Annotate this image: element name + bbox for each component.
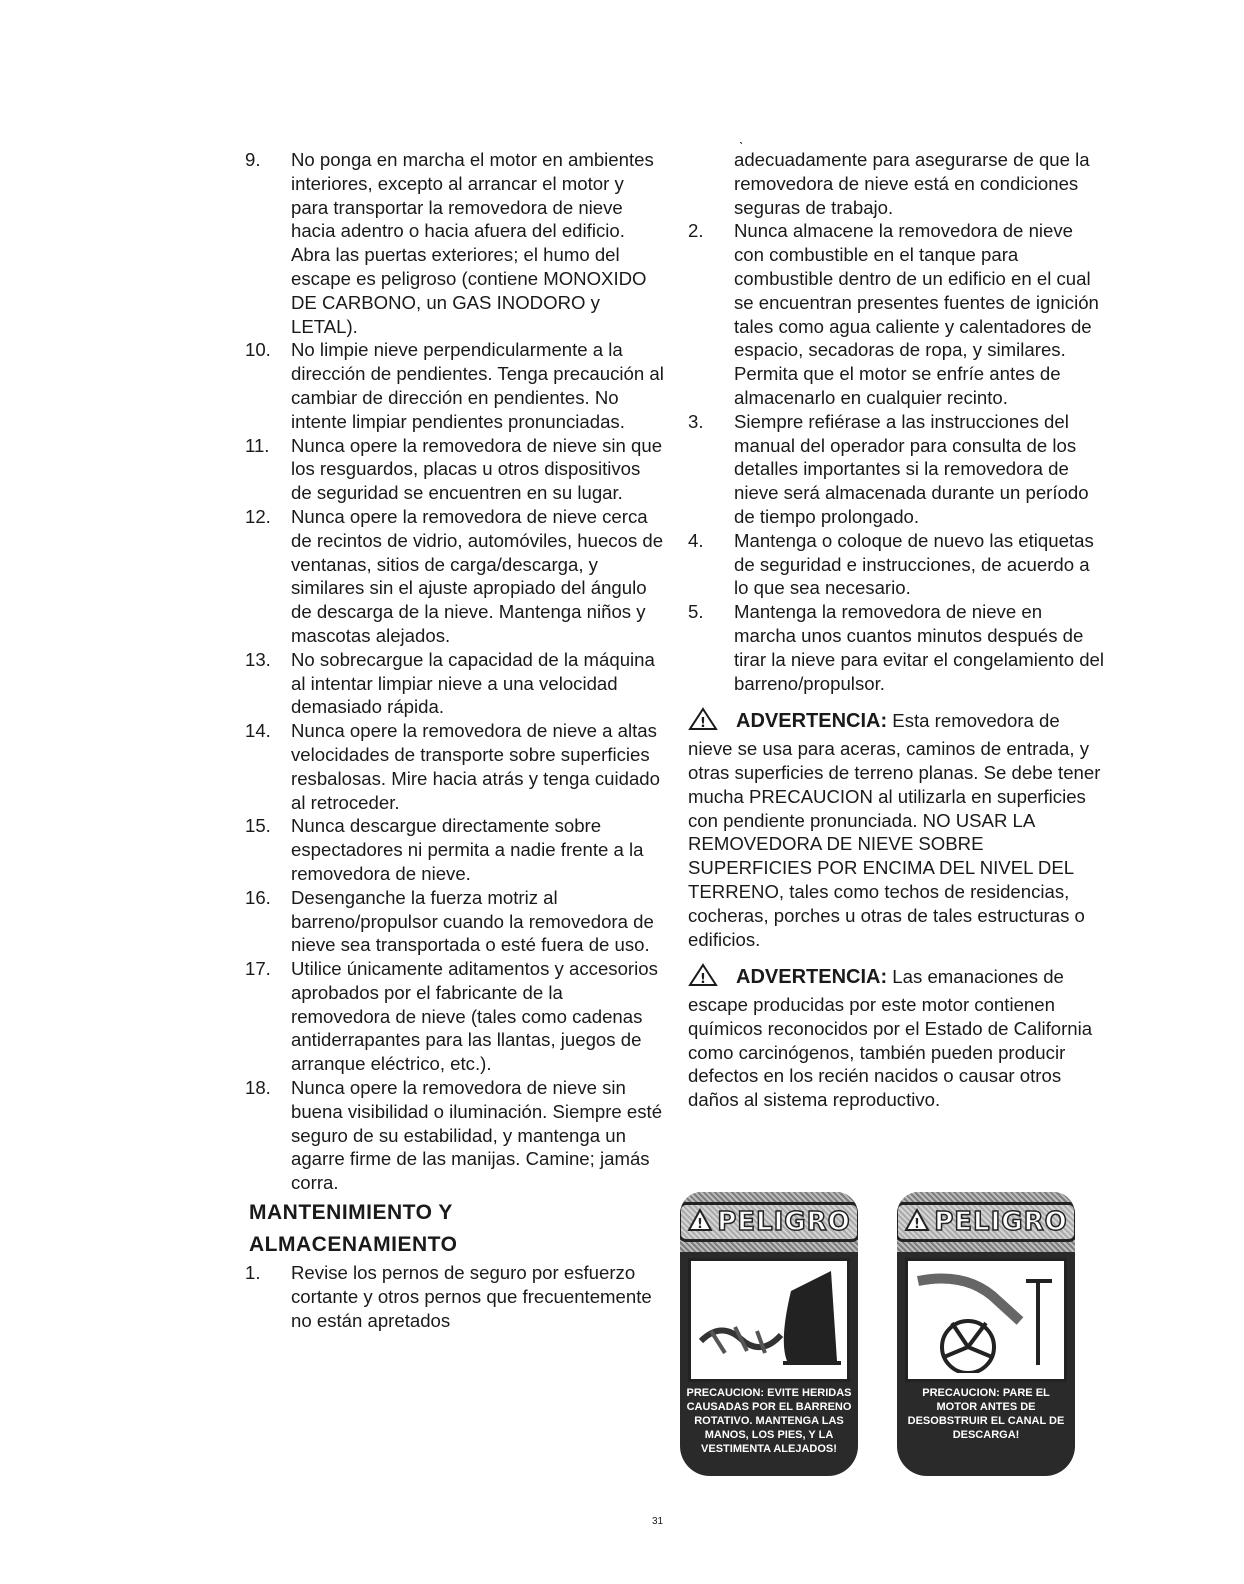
chute-hazard-pictogram <box>905 1258 1067 1382</box>
item-number: 9. <box>245 149 261 170</box>
item-number: 14. <box>245 720 271 742</box>
maintenance-list-continued <box>688 219 1108 695</box>
decal-caption: PRECAUCION: PARE EL MOTOR ANTES DE DESOBSTRUIR EL CANAL DE DESCARGA! <box>907 1387 1065 1441</box>
warning-text: Las emanaciones de escape producidas por este motor contienen químicos reconocidos por el Estado de California como carcinógenos, también pueden producir defectos en los recién nacidos o causar otros daños al sistema reproductivo. <box>688 966 1093 1111</box>
section-heading <box>249 1197 665 1261</box>
auger-hazard-pictogram <box>688 1258 850 1382</box>
list-item <box>245 886 665 957</box>
warning-text: Esta removedora de nieve se usa para aceras, caminos de entrada, y otras superficies de terreno planas. Se debe tener mucha PRECAUCION al utilizarla en superficies con pendiente pronunciada. NO USAR LA REMOVEDORA DE NIEVE SOBRE SUPERFICIES POR ENCIMA DEL NIVEL DEL TERRENO, tales como techos de residencias, cocheras, porches u otras de tales estructuras o edificios. <box>688 710 1101 950</box>
list-item <box>688 529 1108 600</box>
item-text: Nunca opere la removedora de nieve cerca de recintos de vidrio, automóviles, huecos de ventanas, sitios de carga/descarga, y similares sin el ajuste apropiado del ángulo de descarga de la nieve. Mantenga niños y mascotas alejados. <box>291 505 664 646</box>
item-text: Nunca descargue directamente sobre espectadores ni permita a nadie frente a la removedora de nieve. <box>291 815 644 884</box>
warning-block-1 <box>688 707 1108 951</box>
list-item <box>688 410 1108 529</box>
svg-text:!: ! <box>697 1216 704 1232</box>
item-number: 18. <box>245 1077 271 1099</box>
item-number: 15. <box>245 815 271 837</box>
svg-text:!: ! <box>700 972 706 988</box>
right-column <box>688 148 1108 1112</box>
decal-title-box <box>680 1202 858 1242</box>
list-item <box>245 1076 665 1195</box>
item-text: Revise los pernos de seguro por esfuerzo cortante y otros pernos que frecuentemente no están apretados <box>291 1262 652 1331</box>
list-item <box>245 814 665 885</box>
item-number: 17. <box>245 958 271 980</box>
list-item <box>245 434 665 505</box>
item-text: Desenganche la fuerza motriz al barreno/propulsor cuando la removedora de nieve sea transportada o esté fuera de uso. <box>291 886 654 956</box>
item-number: 3. <box>688 410 704 432</box>
decal-caption: PRECAUCION: EVITE HERIDAS CAUSADAS POR EL BARRENO ROTATIVO. MANTENGA LAS MANOS, LOS PIES, Y LA VESTIMENTA ALEJADOS! <box>686 1387 852 1455</box>
item-text: Nunca almacene la removedora de nieve con combustible en el tanque para combustible dentro de un edificio en el cual se encuentran presentes fuentes de ignición tales como agua caliente y calentadores de espacio, secadoras de ropa, y similares. Permita que el motor se enfríe antes de almacenarlo en cualquier recinto. <box>734 220 1099 408</box>
list-item <box>245 1261 665 1332</box>
warning-triangle-icon <box>688 707 718 737</box>
decal-header <box>680 1192 858 1252</box>
item-number: 5. <box>688 601 704 623</box>
list-item <box>245 148 665 338</box>
danger-decal-chute <box>897 1192 1075 1476</box>
safety-list-left <box>245 148 665 1195</box>
item-number: 16. <box>245 886 271 908</box>
item-text: Siempre refiérase a las instrucciones del manual del operador para consulta de los detalles importantes si la removedora de nieve será almacenada durante un período de tiempo prolongado. <box>734 410 1089 527</box>
warning-block-2 <box>688 963 1108 1112</box>
item-text: Mantenga la removedora de nieve en marcha unos cuantos minutos después de tirar la nieve para evitar el congelamiento del barreno/propulsor. <box>734 601 1105 694</box>
item-text: No limpie nieve perpendicularmente a la dirección de pendientes. Tenga precaución al cambiar de dirección en pendientes. No intente limpiar pendientes pronunciadas. <box>291 339 664 432</box>
list-item <box>245 505 665 648</box>
list-item <box>245 648 665 719</box>
list-item <box>245 719 665 814</box>
item-number: 1. <box>245 1262 261 1284</box>
item-continuation: adecuadamente para asegurarse de que la removedora de nieve está en condiciones seguras de trabajo. <box>734 149 1090 218</box>
item-text: Mantenga o coloque de nuevo las etiquetas de seguridad e instrucciones, de acuerdo a lo que sea necesario. <box>734 529 1094 599</box>
warning-triangle-icon <box>687 1208 713 1237</box>
warning-label: ADVERTENCIA: <box>736 966 888 989</box>
warning-triangle-icon <box>904 1208 930 1237</box>
list-item <box>688 219 1108 409</box>
item-number: 11. <box>245 434 270 456</box>
left-column <box>245 148 665 1332</box>
item-text: No ponga en marcha el motor en ambientes interiores, excepto al arrancar el motor y para transportar la removedora de nieve hacia adentro o hacia afuera del edificio. Abra las puertas exteriores; el humo del escape es peligroso (contiene MONOXIDO DE CARBONO, un GAS INODORO y LETAL). <box>291 149 654 337</box>
page-number: 31 <box>652 1516 664 1527</box>
item-number: 13. <box>245 648 271 670</box>
stray-mark: ˎ <box>739 128 744 144</box>
maintenance-list <box>245 1261 665 1332</box>
item-text: Nunca opere la removedora de nieve a altas velocidades de transporte sobre superficies resbalosas. Mire hacia atrás y tenga cuidado al retroceder. <box>291 720 660 813</box>
section-heading-line-2: ALMACENAMIENTO <box>249 1233 458 1257</box>
list-item <box>245 957 665 1076</box>
item-text: Nunca opere la removedora de nieve sin buena visibilidad o iluminación. Siempre esté seguro de su estabilidad, y mantenga un agarre firme de las manijas. Camine; jamás corra. <box>291 1077 663 1194</box>
decal-header <box>897 1192 1075 1252</box>
decal-title: PELIGRO <box>717 1207 851 1237</box>
warning-label: ADVERTENCIA: <box>736 710 888 733</box>
item-text: Nunca opere la removedora de nieve sin que los resguardos, placas u otros dispositivos de seguridad se encuentren en su lugar. <box>291 434 663 504</box>
warning-triangle-icon <box>688 963 718 993</box>
svg-text:!: ! <box>914 1216 921 1232</box>
list-item <box>245 338 665 433</box>
item-number: 12. <box>245 505 271 527</box>
section-heading-line-1: MANTENIMIENTO Y <box>249 1201 453 1225</box>
svg-text:!: ! <box>700 716 706 732</box>
item-number: 2. <box>688 220 704 242</box>
decal-title: PELIGRO <box>934 1207 1068 1237</box>
item-number: 4. <box>688 529 704 551</box>
item-text: No sobrecargue la capacidad de la máquina al intentar limpiar nieve a una velocidad demasiado rápida. <box>291 648 655 718</box>
decal-title-box <box>897 1202 1075 1242</box>
list-item <box>688 600 1108 695</box>
item-text: Utilice únicamente aditamentos y accesorios aprobados por el fabricante de la removedora de nieve (tales como cadenas antiderrapantes para las llantas, juegos de arranque eléctrico, etc.). <box>291 958 658 1075</box>
danger-decal-auger <box>680 1192 858 1476</box>
item-number: 10. <box>245 339 271 361</box>
